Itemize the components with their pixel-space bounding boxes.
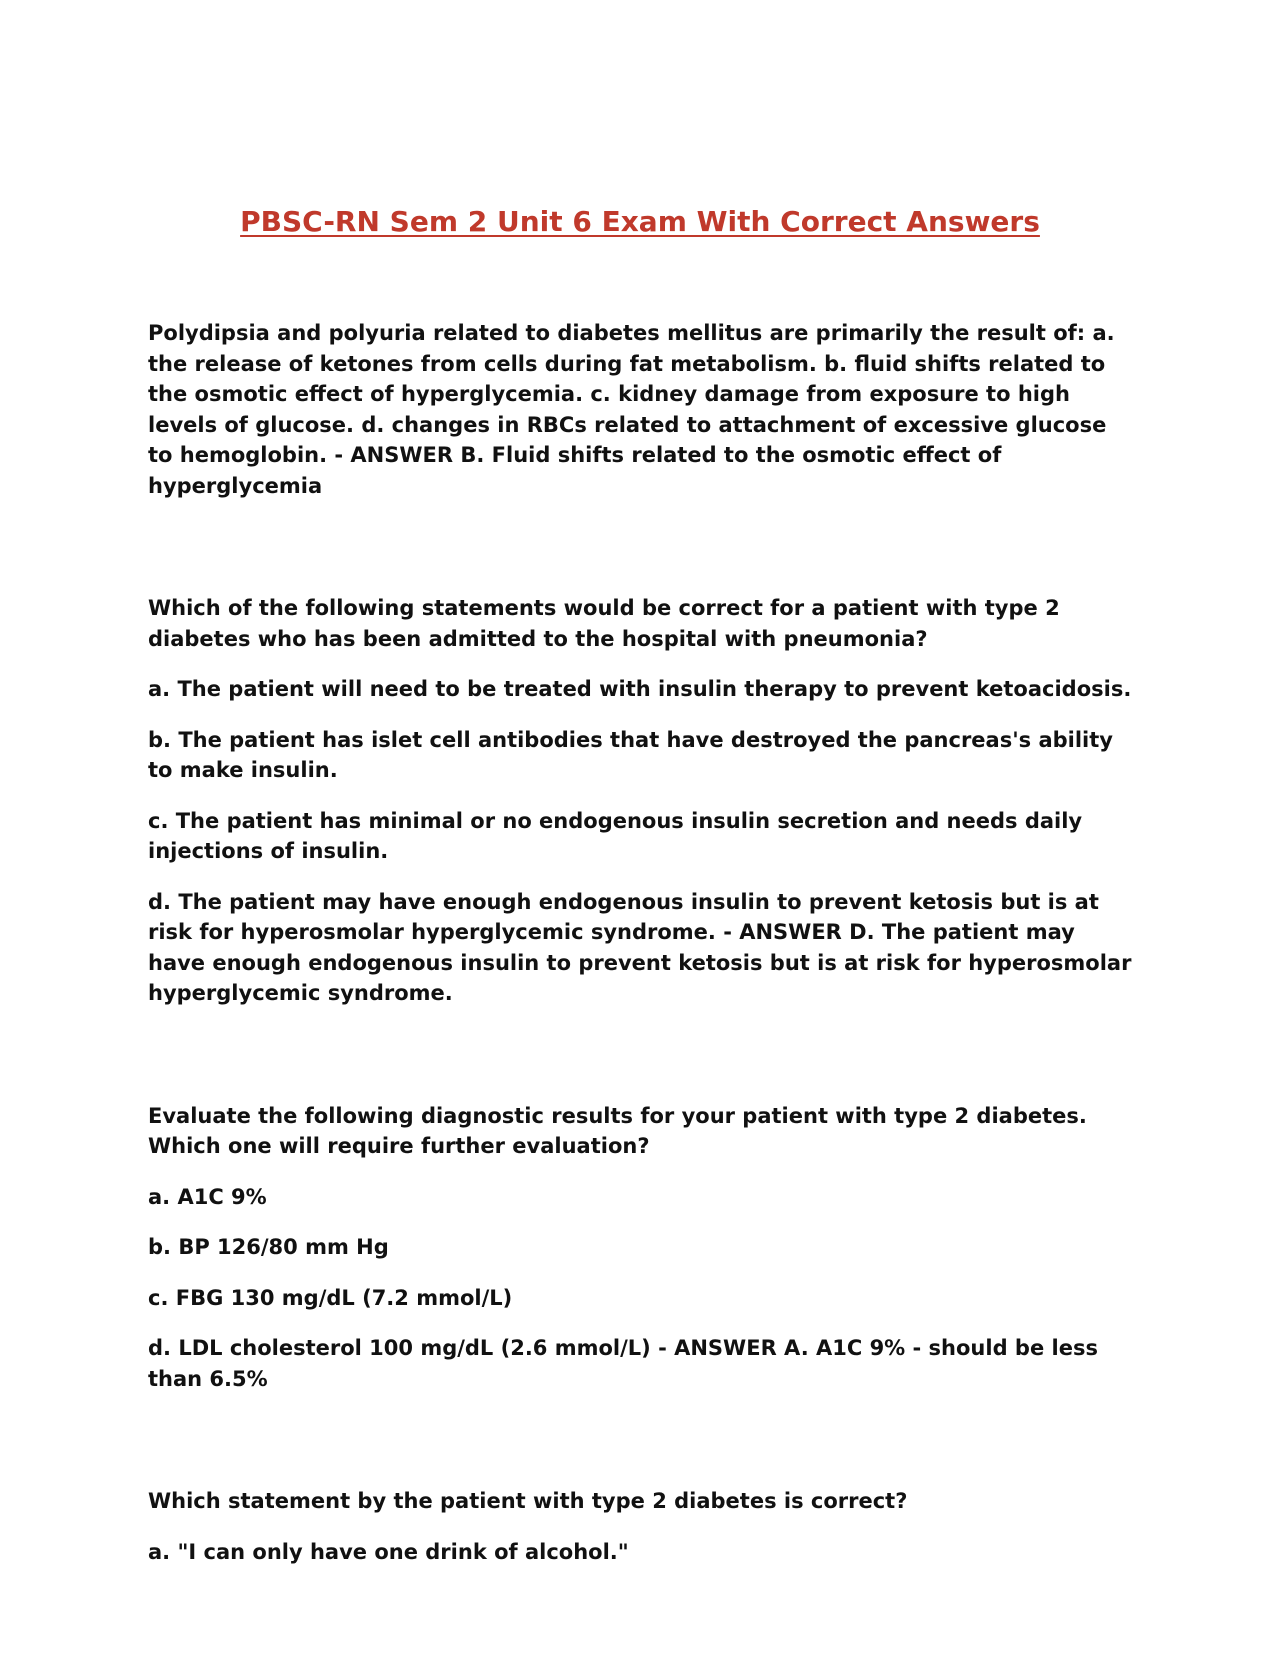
document-title-text: PBSC-RN Sem 2 Unit 6 Exam With Correct Answers <box>240 205 1040 238</box>
question-1 <box>148 318 1138 501</box>
question-4-option-a: a. "I can only have one drink of alcohol." <box>148 1539 629 1564</box>
question-4-stem: Which statement by the patient with type 2 diabetes is correct? <box>148 1489 908 1513</box>
question-2-option-a: a. The patient will need to be treated with insulin therapy to prevent ketoacidosis. <box>148 677 1132 701</box>
question-1-text: Polydipsia and polyuria related to diabetes mellitus are primarily the result of: a. the release of ketones from cells during fat metabolism. b. fluid shifts related to the osmotic effect of hyperglycemia. c. kidney damage from exposure to high levels of glucose. d. changes in RBCs related to attachment of excessive glucose to hemoglobin. - ANSWER B. Fluid shifts related to the osmotic effect of hyperglycemia <box>148 321 1115 498</box>
question-2-option-c: c. The patient has minimal or no endogenous insulin secretion and needs daily injections of insulin. <box>148 808 1083 863</box>
question-2-option-b: b. The patient has islet cell antibodies that have destroyed the pancreas's ability to make insulin. <box>148 727 1113 782</box>
question-2 <box>148 593 1138 1009</box>
question-3-option-a: a. A1C 9% <box>148 1184 267 1209</box>
question-2-stem: Which of the following statements would be correct for a patient with type 2 diabetes who has been admitted to the hospital with pneumonia? <box>148 596 1060 651</box>
question-3 <box>148 1101 1138 1395</box>
question-3-option-b: b. BP 126/80 mm Hg <box>148 1235 389 1259</box>
document-title <box>0 204 1280 240</box>
question-3-stem: Evaluate the following diagnostic results for your patient with type 2 diabetes. Which one will require further evaluation? <box>148 1103 1087 1158</box>
document-body <box>148 318 1138 1587</box>
question-4 <box>148 1486 1138 1567</box>
question-2-option-d-answer: d. The patient may have enough endogenous insulin to prevent ketosis but is at risk for hyperosmolar hyperglycemic syndrome. - ANSWER D. The patient may have enough endogenous insulin to prevent ketosis but is at risk for hyperosmolar hyperglycemic syndrome. <box>148 889 1132 1005</box>
question-3-option-c: c. FBG 130 mg/dL (7.2 mmol/L) <box>148 1285 513 1310</box>
question-3-option-d-answer: d. LDL cholesterol 100 mg/dL (2.6 mmol/L) - ANSWER A. A1C 9% - should be less than 6.5% <box>148 1336 1098 1391</box>
